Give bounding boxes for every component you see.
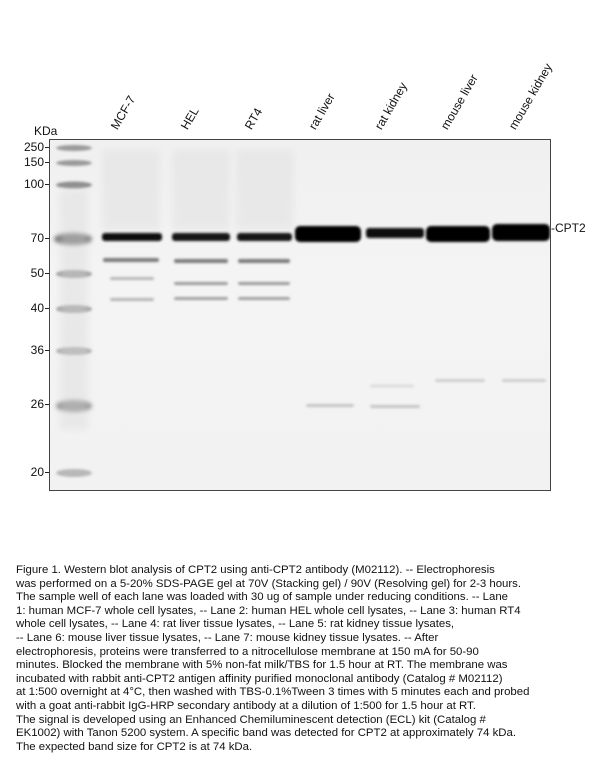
figure-caption (16, 564, 588, 754)
marker-label-20: 20 (30, 465, 44, 479)
blot-image (50, 140, 550, 490)
ladder-lane (54, 145, 92, 477)
caption-line: electrophoresis, proteins were transferred to a nitrocellulose membrane at 150 mA for 50-90 (16, 645, 479, 658)
lane-smears (102, 150, 294, 230)
caption-line: The expected band size for CPT2 is at 74 kDa. (16, 740, 253, 753)
lane-label-mcf7: MCF-7 (107, 93, 139, 132)
cpt2-band (102, 224, 550, 242)
marker-label-150: 150 (23, 155, 44, 169)
lane-label-hel: HEL (177, 104, 202, 132)
marker-label-70: 70 (30, 231, 44, 245)
marker-label-50: 50 (30, 266, 44, 280)
marker-label-26: 26 (30, 397, 44, 411)
caption-line: at 1:500 overnight at 4°C, then washed with TBS-0.1%Tween 3 times with 5 minutes each and probed (16, 686, 530, 699)
caption-line: with a goat anti-rabbit IgG-HRP secondary antibody at a dilution of 1:500 for 1.5 hour at RT. (16, 699, 476, 712)
caption-line: -- Lane 6: mouse liver tissue lysates, -- Lane 7: mouse kidney tissue lysates. -- After (16, 631, 439, 644)
marker-label-36: 36 (30, 343, 44, 357)
caption-line: The signal is developed using an Enhanced Chemiluminescent detection (ECL) kit (Catalog # (16, 713, 486, 726)
target-band-label: -CPT2 (551, 221, 586, 235)
kda-axis-title: KDa (34, 124, 58, 138)
caption-line: was performed on a 5-20% SDS-PAGE gel at 70V (Stacking gel) / 90V (Resolving gel) for 2-3 hours. (16, 577, 522, 590)
lane-label-rt4: RT4 (241, 105, 266, 132)
faint-bands (306, 379, 546, 408)
caption-line: whole cell lysates, -- Lane 4: rat liver tissue lysates, -- Lane 5: rat kidney tissue lysates, (16, 618, 455, 631)
caption-line: 1: human MCF-7 whole cell lysates, -- Lane 2: human HEL whole cell lysates, -- Lane 3: human RT4 (16, 604, 521, 617)
lane-label-rat-kidney: rat kidney (371, 79, 411, 132)
caption-line: The sample well of each lane was loaded with 30 ug of sample under reducing conditions. -- Lane (16, 591, 508, 604)
caption-line: EK1002) with Tanon 5200 system. A specific band was detected for CPT2 at approximately 74 kDa. (16, 727, 516, 740)
marker-label-250: 250 (23, 140, 44, 154)
blot-membrane (49, 139, 551, 491)
lane-label-rat-liver: rat liver (305, 90, 338, 132)
caption-line: Figure 1. Western blot analysis of CPT2 using anti-CPT2 antibody (M02112). -- Electrophoresis (16, 564, 495, 576)
caption-line: incubated with rabbit anti-CPT2 antigen affinity purified monoclonal antibody (Catalog # M02112) (16, 672, 503, 685)
secondary-bands (103, 258, 290, 301)
marker-label-100: 100 (23, 177, 44, 191)
lane-label-mouse-liver: mouse liver (437, 71, 481, 132)
marker-label-40: 40 (30, 301, 44, 315)
caption-line: minutes. Blocked the membrane with 5% non-fat milk/TBS for 1.5 hour at RT. The membrane was (16, 659, 508, 672)
lane-label-mouse-kidney: mouse kidney (505, 60, 556, 133)
